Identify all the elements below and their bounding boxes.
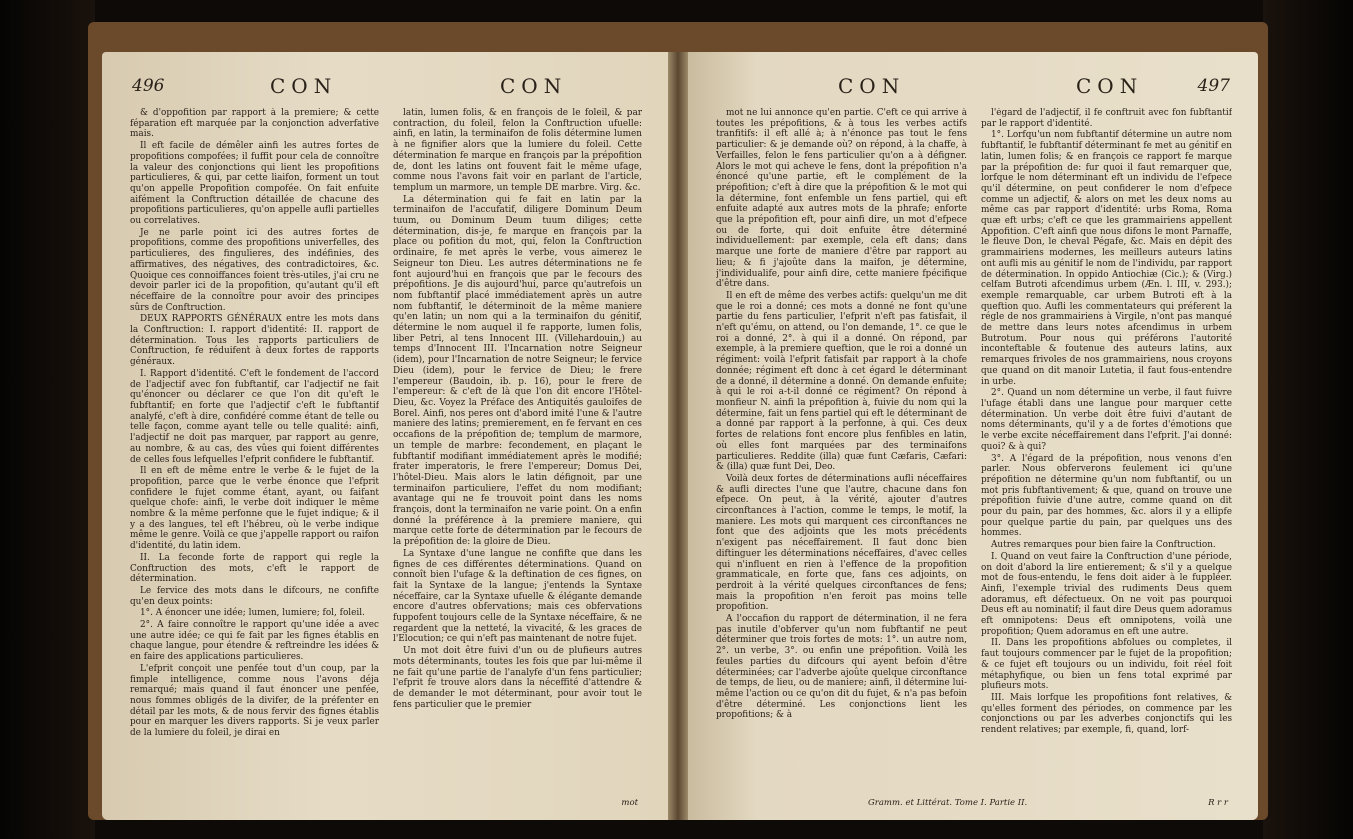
right-page-header bbox=[688, 72, 1258, 102]
left-catchword: mot bbox=[621, 798, 638, 808]
left-column-2 bbox=[393, 108, 642, 806]
left-page-header bbox=[102, 72, 668, 102]
paragraph: La détermination qui fe fait en latin par la terminaifon de l'accufatif, diligere Dominum Deum tuum, ou Dominum Deum tuum diliges; cette détermination, dis-je, fe marque en françois par la place ou pofition du mot, qui, felon la Conftruction ordinaire, fe met après le verbe, vous aimerez le Seigneur ton Dieu. Les autres déterminations ne fe font aujourd'hui en françois que par le fecours des prépofitions. Je dis aujourd'hui, parce qu'autrefois un nom fubftantif placé immédiatement après un autre nom fubftantif, le déterminoit de la même maniere qu'en latin; un nom qui a la terminaifon du génitif, détermine le nom auquel il fe rapporte, lumen folis, liber Petri, al tens Innocent III. (Villehardouin,) au temps d'Innocent III. l'Incarnation notre Seigneur (idem), pour l'Incarnation de notre Seigneur; le fervice Dieu (idem), pour le fervice de Dieu; le frere l'empereur (Baudoin, ib. p. 16), pour le frere de l'empereur: & c'eft de là que l'on dit encore l'Hôtel-Dieu, &c. Voyez la Préface des Antiquités gauloifes de Borel. Ainfi, nos peres ont d'abord imité l'une & l'autre maniere des latins; premierement, en fe fervant en ces occafions de la prépofition de; templum de marmore, un temple de marbre: fecondement, en plaçant le fubftantif modifiant immédiatement après le modifié; frater imperatoris, le frere l'empereur; Domus Dei, l'hôtel-Dieu. Mais alors le latin défignoit, par une terminaifon particuliere, l'effet du nom modifiant; avantage qui ne fe trouvoit point dans les noms françois, dont la terminaifon ne varie point. On a enfin donné la préférence à la premiere maniere, qui marque cette forte de détermination par le fecours de la prépofition de: la gloire de Dieu. bbox=[393, 194, 642, 548]
right-column-2 bbox=[981, 108, 1232, 806]
paragraph: III. Mais lorfque les propofitions font relatives, & qu'elles forment des périodes, on commence par les conjonctions ou par les adverbes conjonctifs qui les rendent relatives; par exemple, fi, quand, lorf- bbox=[981, 692, 1232, 736]
sheet-mark: R r r bbox=[1208, 798, 1228, 808]
paragraph: 2°. Quand un nom détermine un verbe, il faut fuivre l'ufage établi dans une langue pour marquer cette détermination. Un verbe doit être fuivi d'autant de noms déterminants, qu'il y a de fortes d'émotions que le verbe excite néceffairement dans l'efprit. J'ai donné: quoi? & à qui? bbox=[981, 388, 1232, 452]
right-running-head-1: CON bbox=[838, 74, 906, 98]
right-page-body bbox=[716, 108, 1232, 806]
paragraph: La Syntaxe d'une langue ne confifte que dans les fignes de ces différentes déterminations. Quand on connoît bien l'ufage & la deftination de ces fignes, on fait la Syntaxe de la langue; j'entends la Syntaxe néceffaire, car la Syntaxe ufuelle & élégante demande encore d'autres obfervations; mais ces obfervations fuppofent toujours celle de la Syntaxe néceffaire, & ne regardent que la netteté, la vivacité, & les graces de l'Elocution; ce qui n'eft pas maintenant de notre fujet. bbox=[393, 548, 642, 645]
paragraph: A l'occafion du rapport de détermination, il ne fera pas inutile d'obferver qu'un nom fubftantif ne peut déterminer que trois fortes de mots: 1°. un autre nom, 2°. un verbe, 3°. ou enfin une prépofition. Voilà les feules parties du difcours qui ayent befoin d'être déterminées; car l'adverbe ajoûte quelque circonftance de temps, de lieu, ou de maniere; ainfi, il détermine lui-même l'action ou ce qu'on dit du fujet, & n'a pas befoin d'être déterminé. Les conjonctions lient les propofitions; & à bbox=[716, 614, 967, 721]
left-running-head-1: CON bbox=[270, 74, 338, 98]
paragraph: & d'oppofition par rapport à la premiere; & cette féparation eft marquée par la conjonction adverfative mais. bbox=[130, 108, 379, 140]
right-running-head-2: CON bbox=[1076, 74, 1144, 98]
book-gutter bbox=[668, 52, 688, 820]
paragraph: 1°. A énoncer une idée; lumen, lumiere; fol, foleil. bbox=[140, 608, 365, 619]
left-page-body bbox=[130, 108, 642, 806]
paragraph: Un mot doit être fuivi d'un ou de plufieurs autres mots déterminants, toutes les fois que par lui-même il ne fait qu'une partie de l'analyfe d'un fens particulier; l'efprit fe trouve alors dans la néceffité d'attendre & de demander le mot déterminant, pour avoir tout le fens particulier que le premier bbox=[393, 646, 642, 710]
paragraph: Autres remarques pour bien faire la Conftruction. bbox=[991, 540, 1216, 551]
book-binding bbox=[88, 22, 1268, 820]
left-column-1 bbox=[130, 108, 379, 806]
paragraph: 3°. A l'égard de la prépofition, nous venons d'en parler. Nous obferverons feulement ici qu'une prépofition ne détermine qu'un nom fubftantif, ou un mot pris fubftantivement; & que, quand on trouve une prépofition fuivie d'une autre, comme quand on dit pour du pain, par des hommes, &c. alors il y a ellipfe pour quelque partie du pain, par quelques uns des hommes. bbox=[981, 453, 1232, 539]
paragraph: Il en eft de même des verbes actifs: quelqu'un me dit que le roi a donné; ces mots a donné ne font qu'une partie du fens particulier, l'efprit n'eft pas fatisfait, il n'eft qu'ému, on attend, ou l'on demande, 1°. ce que le roi a donné, 2°. à qui il a donné. On répond, par exemple, à la premiere queftion, que le roi a donné un régiment: voilà l'efprit fatisfait par rapport à la chofe donnée; régiment eft donc à cet égard le déterminant de a donné, il détermine a donné. On demande enfuite; à qui le roi a-t-il donné ce régiment? On répond à monfieur N. ainfi la prépofition à, fuivie du nom qui la détermine, fait un fens partiel qui eft le déterminant de a donné par rapport à la perfonne, à qui. Ces deux fortes de relations font encore plus fenfibles en latin, où elles font marquées par des terminaifons particulieres. Reddite (illa) quæ funt Cæfaris, Cæfari: & (illa) quæ funt Dei, Deo. bbox=[716, 290, 967, 473]
right-column-1 bbox=[716, 108, 967, 806]
paragraph: mot ne lui annonce qu'en partie. C'eft ce qui arrive à toutes les prépofitions, & à tous les verbes actifs tranfitifs: il eft allé à; à n'énonce pas tout le fens particulier: & je demande où? on répond, à la chaffe, à Verfailles, felon le fens particulier qu'on a à défigner. Alors le mot qui acheve le fens, dont la prépofition n'a énoncé qu'une partie, eft le complément de la prépofition; c'eft à dire que la prépofition & le mot qui la détermine, font enfemble un fens partiel, qui eft enfuite adapté aux autres mots de la phrafe; enforte que la prépofition eft, pour ainfi dire, un mot d'efpece ou de forte, qui doit enfuite être déterminé individuellement: par exemple, cela eft dans; dans marque une forte de maniere d'être par rapport au lieu; & fi j'ajoûte dans la maifon, je détermine, j'individualife, pour ainfi dire, cette maniere fpécifique d'être dans. bbox=[716, 108, 967, 290]
paragraph: l'égard de l'adjectif, il fe conftruit avec fon fubftantif par le rapport d'identité. bbox=[981, 108, 1232, 129]
paragraph: DEUX RAPPORTS GÉNÉRAUX entre les mots dans la Conftruction: I. rapport d'identité: II. rapport de détermination. Tous les rapports particuliers de Conftruction, fe réduifent à deux fortes de rapports généraux. bbox=[130, 314, 379, 368]
left-running-head-2: CON bbox=[500, 74, 568, 98]
signature-line: Gramm. et Littérat. Tome I. Partie II. bbox=[868, 798, 1028, 808]
left-page bbox=[102, 52, 668, 820]
paragraph: I. Quand on veut faire la Conftruction d'une période, on doit d'abord la lire entierement; & s'il y a quelque mot de fous-entendu, le fens doit aider à le fuppléer. Ainfi, l'exemple trivial des rudiments Deus quem adoramus, eft défectueux. On ne voit pas pourquoi Deus eft au nominatif; il faut dire Deus quem adoramus eft omnipotens: Deus eft omnipotens, voilà une propofition; Quem adoramus en eft une autre. bbox=[981, 551, 1232, 637]
paragraph: Il en eft de même entre le verbe & le fujet de la propofition, parce que le verbe énonce que l'efprit confidere le fujet comme étant, ayant, ou faifant quelque chofe: ainfi, le verbe doit indiquer le même nombre & la même perfonne que le fujet indique; & il y a des langues, tel eft l'hébreu, où le verbe indique même le genre. Voilà ce que j'appelle rapport ou raifon d'identité, du latin idem. bbox=[130, 466, 379, 552]
paragraph: L'efprit conçoit une penfée tout d'un coup, par la fimple intelligence, comme nous l'avons déja remarqué; mais quand il faut énoncer une penfée, nous fommes obligés de la divifer, de la préfenter en détail par les mots, & de nous fervir des fignes établis pour en marquer les divers rapports. Si je veux parler de la lumiere du foleil, je dirai en bbox=[130, 663, 379, 739]
dark-background-right bbox=[1263, 0, 1353, 839]
right-page-number: 497 bbox=[1197, 76, 1230, 96]
paragraph: 2°. A faire connoître le rapport qu'une idée a avec une autre idée; ce qui fe fait par les fignes établis en chaque langue, pour étendre & reftreindre les idées & en faire des applications particulieres. bbox=[130, 620, 379, 663]
paragraph: 1°. Lorfqu'un nom fubftantif détermine un autre nom fubftantif, le fubftantif déterminant fe met au génitif en latin, lumen folis; & en françois ce rapport fe marque par la prépofition de: fur quoi il faut remarquer que, lorfque le nom déterminant eft un individu de l'efpece qu'il détermine, on peut confiderer le nom d'efpece comme un adjectif, & alors on met les deux noms au même cas par rapport d'identité: urbs Roma, Roma quæ eft urbs; c'eft ce que les grammairiens appellent Appofition. C'eft ainfi que nous difons le mont Parnaffe, le fleuve Don, le cheval Pégafe, &c. Mais en dépit des grammairiens modernes, les meilleurs auteurs latins ont aufli mis au génitif le nom de l'individu, par rapport de détermination. In oppido Antiochiæ (Cic.); & (Virg.) celfam Butroti afcendimus urbem (Æn. l. III, v. 293.); exemple remarquable, car urbem Butroti eft à la queftion quo. Aufli les commentateurs qui préferent la régle de nos grammairiens à Virgile, n'ont pas manqué de mettre dans leurs notes afcendimus in urbem Butrotum. Pour nous qui préférons l'autorité inconteftable & foutenue des auteurs latins, aux remarques frivoles de nos grammairiens, nous croyons que quand on dit manoir Lutetia, il faut fous-entendre in urbe. bbox=[981, 130, 1232, 387]
paragraph: Il eft facile de démêler ainfi les autres fortes de propofitions compofées; il fuffit pour cela de connoître la valeur des conjonctions qui lient les propofitions particulieres, & qui, par cette liaifon, forment un tout qu'on appelle Propofition compofée. On fait enfuite aifément la Conftruction détaillée de chacune des propofitions particulieres, qu'on appelle aufli partielles ou correlatives. bbox=[130, 141, 379, 227]
paragraph: I. Rapport d'identité. C'eft le fondement de l'accord de l'adjectif avec fon fubftantif, car l'adjectif ne fait qu'énoncer ou déclarer ce que l'on dit qu'eft le fubftantif; en forte que l'adjectif c'eft le fubftantif analyfé, c'eft à dire, confidéré comme étant de telle ou telle façon, comme ayant telle ou telle qualité: ainfi, l'adjectif ne doit pas marquer, par rapport au genre, au nombre, & au cas, des vûes qui foient différentes de celles fous lefquelles l'efprit confidere le fubftantif. bbox=[130, 368, 379, 465]
paragraph: Le fervice des mots dans le difcours, ne confifte qu'en deux points: bbox=[130, 585, 379, 607]
paragraph: II. Dans les propofitions abfolues ou completes, il faut toujours commencer par le fujet de la propofition; & ce fujet eft toujours ou un individu, foit réel foit métaphyfique, ou bien un fens total exprimé par plufieurs mots. bbox=[981, 638, 1232, 692]
paragraph: latin, lumen folis, & en françois de le foleil, & par contraction, du foleil, felon la Conftruction ufuelle: ainfi, en latin, la terminaifon de folis détermine lumen à ne fignifier alors que la lumiere du foleil. Cette détermination fe marque en françois par la prépofition de, dont les latins ont fouvent fait le même ufage, comme nous l'avons fait voir en parlant de l'article, templum un marmore, un temple DE marbre. Virg. &c. bbox=[393, 108, 642, 193]
left-page-number: 496 bbox=[132, 76, 165, 96]
paragraph: Voilà deux fortes de déterminations aufli néceffaires & aufli directes l'une que l'autre, chacune dans fon efpece. On peut, à la vérité, ajouter d'autres circonftances à l'action, comme le temps, le motif, la maniere. Les mots qui marquent ces circonftances ne font que des adjoints que les mots précédents n'exigent pas néceffairement. Il faut donc bien diftinguer les déterminations néceffaires, d'avec celles qui n'influent en rien à l'effence de la propofition grammaticale, en forte que, fans ces adjoints, on perdroit à la vérité quelques circonftances de fens; mais la propofition n'en feroit pas moins telle propofition. bbox=[716, 473, 967, 613]
right-page bbox=[688, 52, 1258, 820]
paragraph: Je ne parle point ici des autres fortes de propofitions, comme des propofitions univerfelles, des particulieres, des fingulieres, des indéfinies, des affirmatives, des négatives, des contradictoires, &c. Quoique ces connoiffances foient très-utiles, j'ai cru ne devoir parler ici de la propofition, qu'autant qu'il eft néceffaire de la connoître pour avoir des principes sûrs de Conftruction. bbox=[130, 227, 379, 313]
paragraph: II. La feconde forte de rapport qui regle la Conftruction des mots, c'eft le rapport de détermination. bbox=[130, 552, 379, 585]
dark-background-left bbox=[0, 0, 95, 839]
